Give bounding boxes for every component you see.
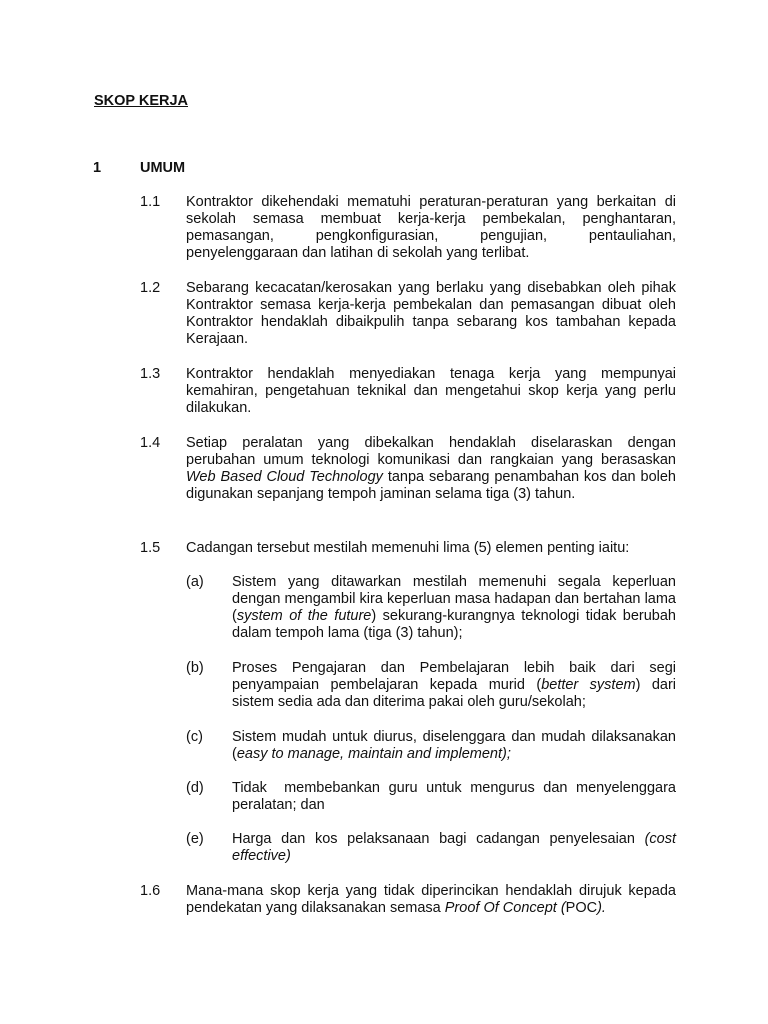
sub-item-text-part: Sistem mudah untuk diurus, diselenggara dan mudah dilaksanakan (	[232, 729, 676, 762]
clause-1-1	[140, 194, 676, 262]
clause-text-italic: Web Based Cloud Technology	[186, 469, 383, 485]
clause-text-part: POC	[565, 900, 598, 916]
clause-number: 1.2	[140, 280, 161, 296]
sub-item-text-italic: system of the future	[236, 608, 372, 624]
clause-text	[186, 435, 676, 503]
sub-item-text: Tidak membebankan guru untuk mengurus dan menyelenggara peralatan; dan	[232, 780, 681, 813]
clause-text-part: Setiap peralatan yang dibekalkan hendaklah diselaraskan dengan perubahan umum teknologi komunikasi dan rangkaian yang berasaskan	[186, 435, 676, 468]
document-title: SKOP KERJA	[94, 93, 189, 109]
clause-text-italic: Proof Of Concept (	[444, 900, 566, 916]
clause-number: 1.1	[140, 194, 161, 210]
sub-item-e	[186, 831, 676, 865]
clause-text: Cadangan tersebut mestilah memenuhi lima (5) elemen penting iaitu:	[186, 540, 630, 556]
sub-item-d	[186, 780, 681, 814]
clause-text-italic: ).	[597, 900, 606, 916]
clause-number: 1.3	[140, 366, 161, 382]
sub-item-text-part: Sistem yang ditawarkan mestilah memenuhi segala keperluan dengan mengambil kira keperluan masa hadapan dan bertahan lama (	[232, 574, 676, 624]
sub-item-text-italic: (cost effective)	[232, 831, 676, 864]
sub-item-letter: (a)	[186, 574, 204, 590]
clause-1-3	[140, 366, 676, 417]
sub-item-text-part: ) sekurang-kurangnya teknologi tidak berubah dalam tempoh lama (tiga (3) tahun);	[232, 608, 676, 641]
sub-item-letter: (e)	[186, 831, 204, 847]
sub-item-text-part: ) dari sistem sedia ada dan diterima pakai oleh guru/sekolah;	[232, 677, 676, 710]
sub-item-letter: (b)	[186, 660, 204, 676]
sub-item-b	[186, 660, 676, 711]
clause-1-5	[140, 540, 676, 557]
sub-item-text	[232, 831, 676, 865]
sub-item-text-italic: easy to manage, maintain and implement);	[236, 746, 511, 762]
clause-text: Kontraktor dikehendaki mematuhi peraturan-peraturan yang berkaitan di sekolah semasa membuat kerja-kerja pembekalan, penghantaran, pemasangan, pengkonfigurasian, pengujian, pentauliahan, penyelenggaraan dan latihan di sekolah yang terlibat.	[186, 194, 676, 261]
clause-text: Kontraktor hendaklah menyediakan tenaga kerja yang mempunyai kemahiran, pengetahuan teknikal dan mengetahui skop kerja yang perlu dilakukan.	[186, 366, 676, 416]
clause-1-2	[140, 280, 676, 348]
sub-item-letter: (d)	[186, 780, 204, 796]
sub-item-c	[186, 729, 676, 763]
sub-item-text-part: Harga dan kos pelaksanaan bagi cadangan penyelesaian	[232, 831, 645, 847]
sub-item-text-italic: better system	[541, 677, 636, 693]
clause-1-6	[140, 883, 676, 917]
clause-text	[186, 883, 676, 917]
clause-number: 1.5	[140, 540, 161, 556]
sub-item-text	[232, 729, 676, 763]
sub-item-letter: (c)	[186, 729, 203, 745]
clause-text-part: Mana-mana skop kerja yang tidak diperincikan hendaklah dirujuk kepada pendekatan yang dilaksanakan semasa	[186, 883, 676, 916]
clause-1-4	[140, 435, 676, 503]
section-title: UMUM	[140, 160, 186, 176]
sub-item-text	[232, 574, 676, 642]
clause-number: 1.4	[140, 435, 161, 451]
sub-item-text	[232, 660, 676, 711]
sub-item-text-part: Proses Pengajaran dan Pembelajaran lebih baik dari segi penyampaian pembelajaran kepada murid (	[232, 660, 676, 693]
clause-number: 1.6	[140, 883, 161, 899]
sub-item-a	[186, 574, 676, 642]
section-number: 1	[93, 160, 102, 176]
clause-text: Sebarang kecacatan/kerosakan yang berlaku yang disebabkan oleh pihak Kontraktor semasa kerja-kerja pembekalan dan pemasangan dibuat oleh Kontraktor hendaklah dibaikpulih tanpa sebarang kos tambahan kepada Kerajaan.	[186, 280, 676, 347]
clause-text-part: tanpa sebarang penambahan kos dan boleh digunakan sepanjang tempoh jaminan selama tiga (3) tahun.	[186, 469, 676, 502]
